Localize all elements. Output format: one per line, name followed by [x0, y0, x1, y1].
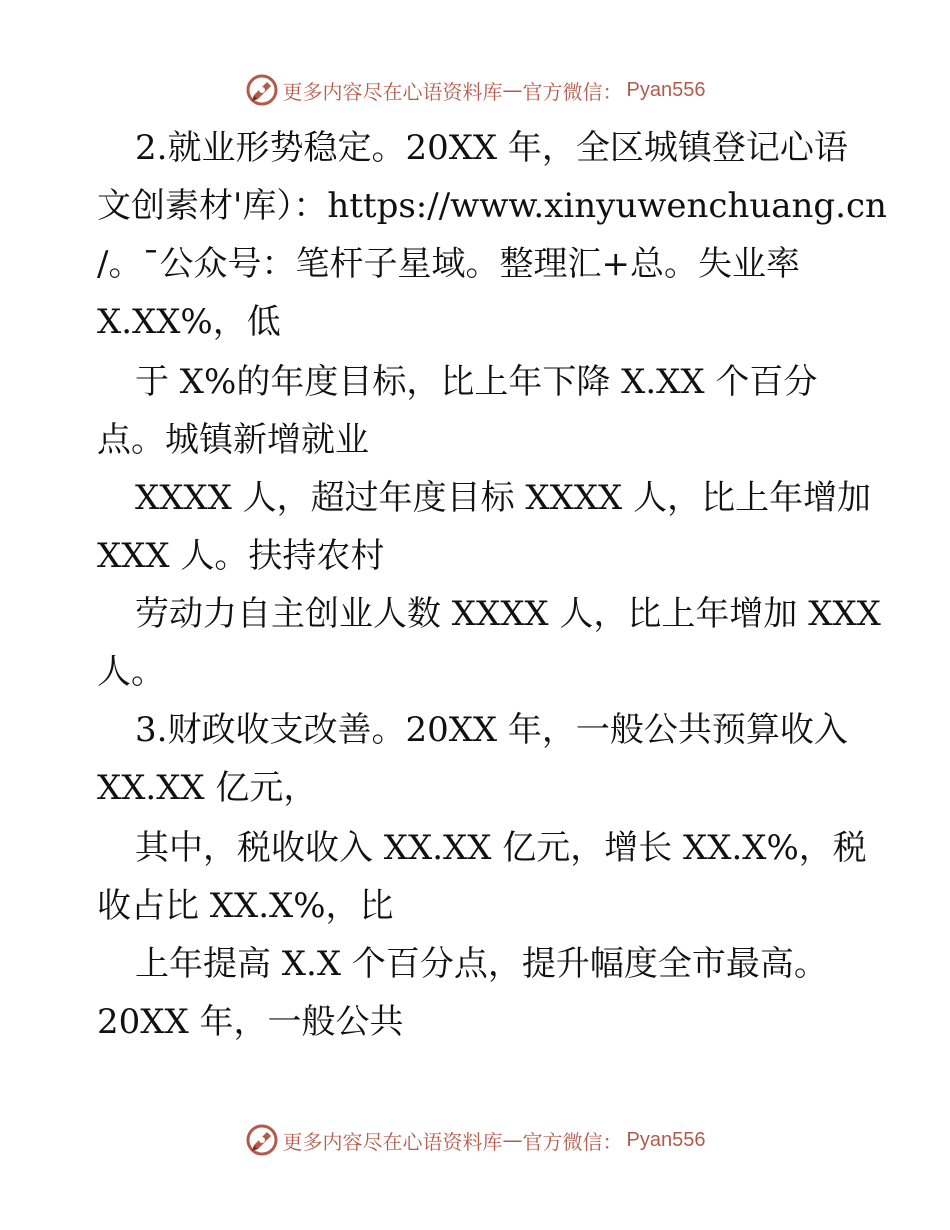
- wechat-label: 官方微信：: [522, 1129, 623, 1154]
- brand-text: 更多内容尽在心语资料库: [282, 79, 503, 104]
- brand-separator: —: [502, 78, 523, 102]
- brand-logo-icon: [245, 73, 279, 107]
- paragraph-line: 劳动力自主创业人数 XXXX 人，比上年增加 XXX: [135, 594, 881, 634]
- header-banner: [0, 70, 950, 110]
- paragraph-line: 收占比 XX.X%，比: [97, 886, 394, 926]
- paragraph-line: X.XX%，低: [97, 302, 281, 342]
- wechat-id: Pyan556: [626, 78, 706, 101]
- brand-logo-icon: [245, 1123, 279, 1157]
- footer-banner: [0, 1120, 950, 1160]
- paragraph-line: /。¯公众号：笔杆子星域。整理汇+总。失业率: [97, 244, 800, 284]
- brand-separator: —: [502, 1128, 523, 1152]
- paragraph-line: 于 X%的年度目标，比上年下降 X.XX 个百分: [135, 362, 818, 402]
- paragraph-line: 3.财政收支改善。20XX 年，一般公共预算收入: [135, 710, 848, 750]
- paragraph-line: 文创素材'库）：https://www.xinyuwenchuang.cn: [97, 186, 887, 226]
- paragraph-line: 上年提高 X.X 个百分点，提升幅度全市最高。: [135, 944, 828, 984]
- paragraph-line: 人。: [97, 652, 165, 692]
- paragraph-line: XXX 人。扶持农村: [97, 536, 385, 576]
- paragraph-line: XXXX 人，超过年度目标 XXXX 人，比上年增加: [135, 478, 872, 518]
- paragraph-line: 2.就业形势稳定。20XX 年，全区城镇登记心语: [135, 128, 848, 168]
- wechat-id: Pyan556: [626, 1128, 706, 1151]
- paragraph-line: XX.XX 亿元，: [97, 768, 318, 808]
- brand-text: 更多内容尽在心语资料库: [282, 1129, 503, 1154]
- paragraph-line: 20XX 年，一般公共: [97, 1002, 404, 1042]
- wechat-label: 官方微信：: [522, 79, 623, 104]
- paragraph-line: 其中，税收收入 XX.XX 亿元，增长 XX.X%，税: [135, 828, 867, 868]
- paragraph-line: 点。城镇新增就业: [97, 420, 369, 460]
